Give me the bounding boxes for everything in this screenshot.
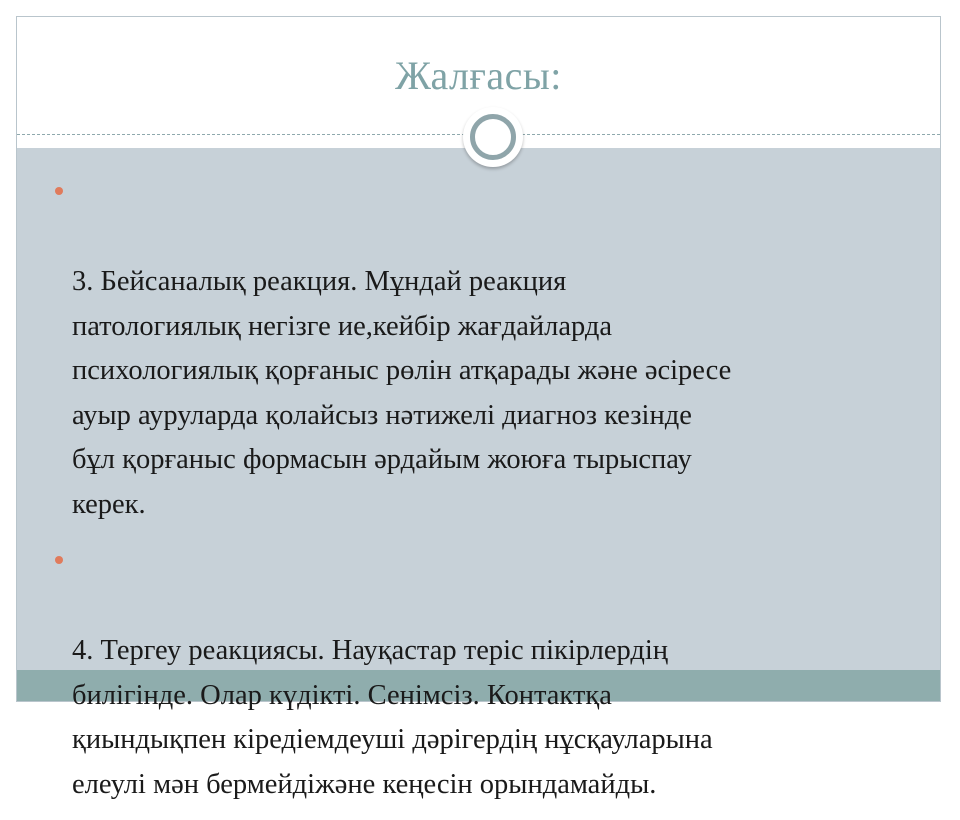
bullet-item <box>55 171 915 527</box>
bullet-list <box>55 171 915 820</box>
bullet-dot-icon <box>55 187 63 195</box>
bullet-text: 4. Тергеу реакциясы. Науқастар теріс пікірлердің билігінде. Олар күдікті. Сенімсіз. Контактқа қиындықпен кіредіемдеуші дәрігердің нұсқауларына елеулі мән бермейдіжәне кеңесін орындамайды. <box>72 635 713 800</box>
circle-ring-icon <box>470 114 516 160</box>
slide-frame <box>16 16 941 800</box>
bullet-dot-icon <box>55 556 63 564</box>
bullet-text: 3. Бейсаналық реакция. Мұндай реакция патологиялық негізге ие,кейбір жағдайларда психологиялық қорғаныс рөлін атқарады және әсіресе ауыр ауруларда қолайсыз нәтижелі диагноз кезінде бұл қорғаныс формасын әрдайым жоюға тырыспау керек. <box>72 266 732 520</box>
slide-title: Жалғасы: <box>395 53 562 98</box>
bullet-item <box>55 540 915 807</box>
